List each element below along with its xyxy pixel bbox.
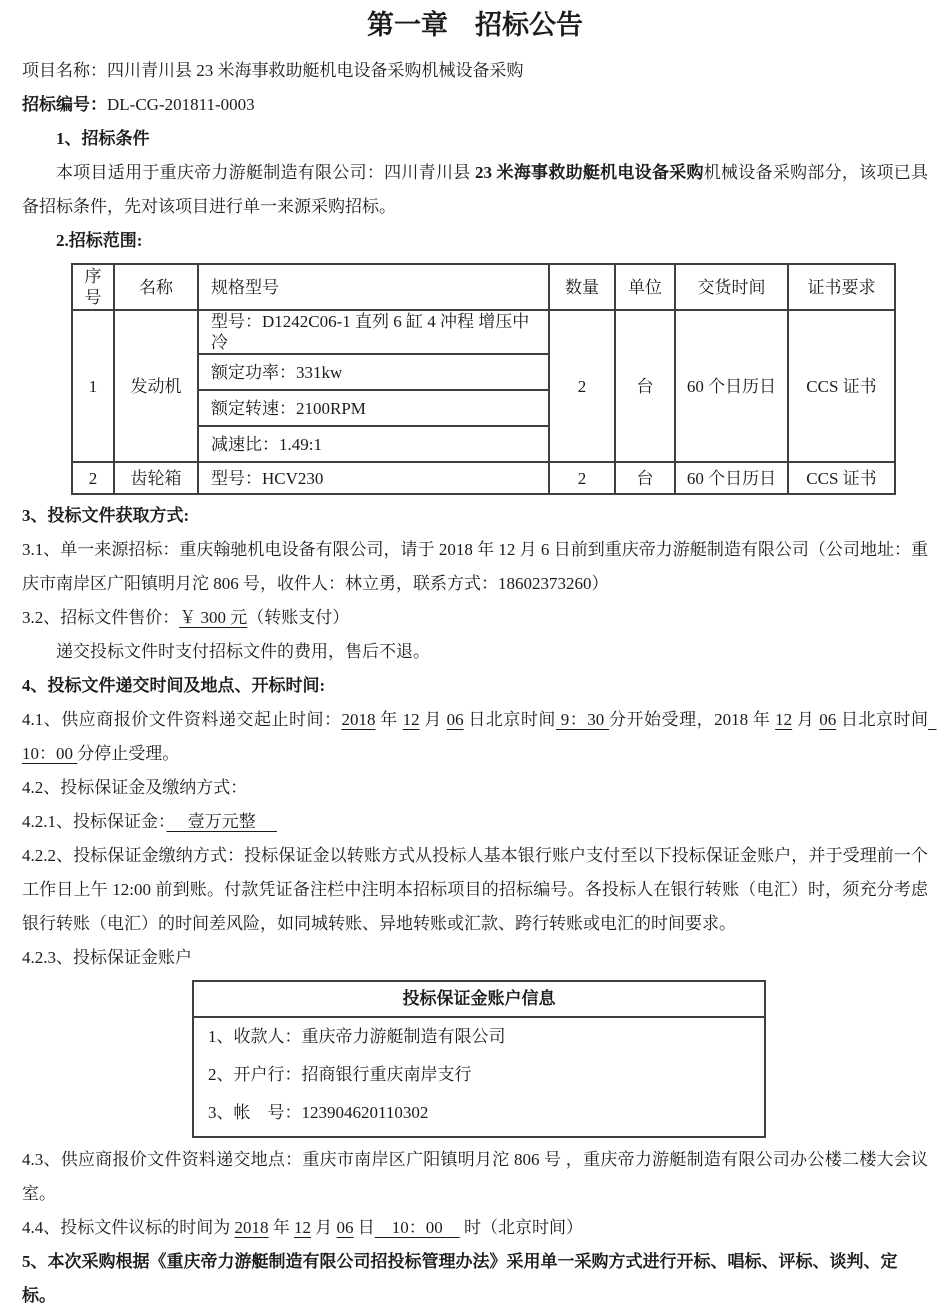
col-header-cert: 证书要求 xyxy=(788,264,895,310)
paragraph-4-2-2: 4.2.2、投标保证金缴纳方式：投标保证金以转账方式从投标人基本银行账户支付至以下投标保证金账户，并于受理前一个工作日上午 12:00 前到账。付款凭证备注栏中注明本招标项目的招标编号。各投标人在银行转账（电汇）时，须充分考虑银行转账（电汇）的时间差风险，如同城转账、异地转账或汇款、跨行转账或电汇的时间要求。 xyxy=(22,846,928,933)
paragraph-4-4: 4.4、投标文件议标的时间为 2018 年 12 月 06 日 10：00 时（北京时间） xyxy=(22,1218,583,1237)
engine-delivery: 60 个日历日 xyxy=(675,310,788,462)
engine-cert: CCS 证书 xyxy=(788,310,895,462)
engine-name: 发动机 xyxy=(114,310,198,462)
paragraph-4-2-3: 4.2.3、投标保证金账户 xyxy=(22,948,192,967)
section-3-heading: 3、投标文件获取方式: xyxy=(22,506,190,525)
col-header-name: 名称 xyxy=(114,264,198,310)
gearbox-name: 齿轮箱 xyxy=(114,462,198,494)
scope-header-row xyxy=(72,264,895,310)
engine-seq: 1 xyxy=(72,310,114,462)
section-2-heading: 2.招标范围: xyxy=(56,231,143,250)
section-5-line: 5、本次采购根据《重庆帝力游艇制造有限公司招投标管理办法》采用单一采购方式进行开标、唱标、评标、谈判、定标。 xyxy=(22,1252,898,1305)
project-name-line: 项目名称：四川青川县 23 米海事救助艇机电设备采购机械设备采购 xyxy=(22,61,524,80)
deposit-payee-row: 1、收款人：重庆帝力游艇制造有限公司 xyxy=(208,1027,506,1046)
col-header-delivery: 交货时间 xyxy=(675,264,788,310)
gearbox-spec: 型号：HCV230 xyxy=(198,462,549,494)
gearbox-cert: CCS 证书 xyxy=(788,462,895,494)
paragraph-3-2: 3.2、招标文件售价：￥ 300 元（转账支付） xyxy=(22,608,350,627)
section-1-paragraph: 本项目适用于重庆帝力游艇制造有限公司：四川青川县 23 米海事救助艇机电设备采购机械设备采购部分，该项已具备招标条件，先对该项目进行单一来源采购招标。 xyxy=(22,163,929,216)
col-header-unit: 单位 xyxy=(615,264,675,310)
tender-number-line: 招标编号：DL-CG-201811-0003 xyxy=(22,95,255,114)
engine-row xyxy=(72,310,895,354)
paragraph-3-2-note: 递交投标文件时支付招标文件的费用，售后不退。 xyxy=(56,642,430,661)
col-header-qty: 数量 xyxy=(549,264,615,310)
paragraph-4-2: 4.2、投标保证金及缴纳方式： xyxy=(22,778,248,797)
section-4-heading: 4、投标文件递交时间及地点、开标时间: xyxy=(22,676,326,695)
deposit-account-table xyxy=(192,980,766,1138)
paragraph-4-2-1: 4.2.1、投标保证金： 壹万元整 xyxy=(22,812,277,831)
paragraph-4-1: 4.1、供应商报价文件资料递交起止时间：2018 年 12 月 06 日北京时间 9：30 分开始受理，2018 年 12 月 06 日北京时间 10：00 分停止受理。 xyxy=(22,710,937,763)
engine-spec-ratio: 减速比：1.49:1 xyxy=(198,426,549,462)
col-header-spec: 规格型号 xyxy=(198,264,549,310)
gearbox-seq: 2 xyxy=(72,462,114,494)
engine-spec-model: 型号：D1242C06-1 直列 6 缸 4 冲程 增压中冷 xyxy=(198,310,549,354)
engine-qty: 2 xyxy=(549,310,615,462)
paragraph-4-3: 4.3、供应商报价文件资料递交地点：重庆市南岸区广阳镇明月沱 806 号 ，重庆帝力游艇制造有限公司办公楼二楼大会议室。 xyxy=(22,1150,928,1203)
deposit-bank-row: 2、开户行：招商银行重庆南岸支行 xyxy=(208,1065,472,1084)
col-header-seq: 序号 xyxy=(72,264,114,310)
paragraph-3-1: 3.1、单一来源招标：重庆翰驰机电设备有限公司，请于 2018 年 12 月 6 日前到重庆帝力游艇制造有限公司（公司地址：重庆市南岸区广阳镇明月沱 806 号，收件人：林立勇，联系方式：18602373260） xyxy=(22,540,928,593)
engine-spec-power: 额定功率：331kw xyxy=(198,354,549,390)
gearbox-row xyxy=(72,462,895,494)
gearbox-delivery: 60 个日历日 xyxy=(675,462,788,494)
engine-spec-rpm: 额定转速：2100RPM xyxy=(198,390,549,426)
gearbox-unit: 台 xyxy=(615,462,675,494)
deposit-table-title: 投标保证金账户信息 xyxy=(194,982,764,1018)
tender-scope-table xyxy=(71,263,896,495)
engine-unit: 台 xyxy=(615,310,675,462)
chapter-title: 第一章 招标公告 xyxy=(367,10,583,40)
section-1-heading: 1、招标条件 xyxy=(56,129,150,148)
gearbox-qty: 2 xyxy=(549,462,615,494)
deposit-account-number-row: 3、帐 号：123904620110302 xyxy=(208,1103,429,1122)
